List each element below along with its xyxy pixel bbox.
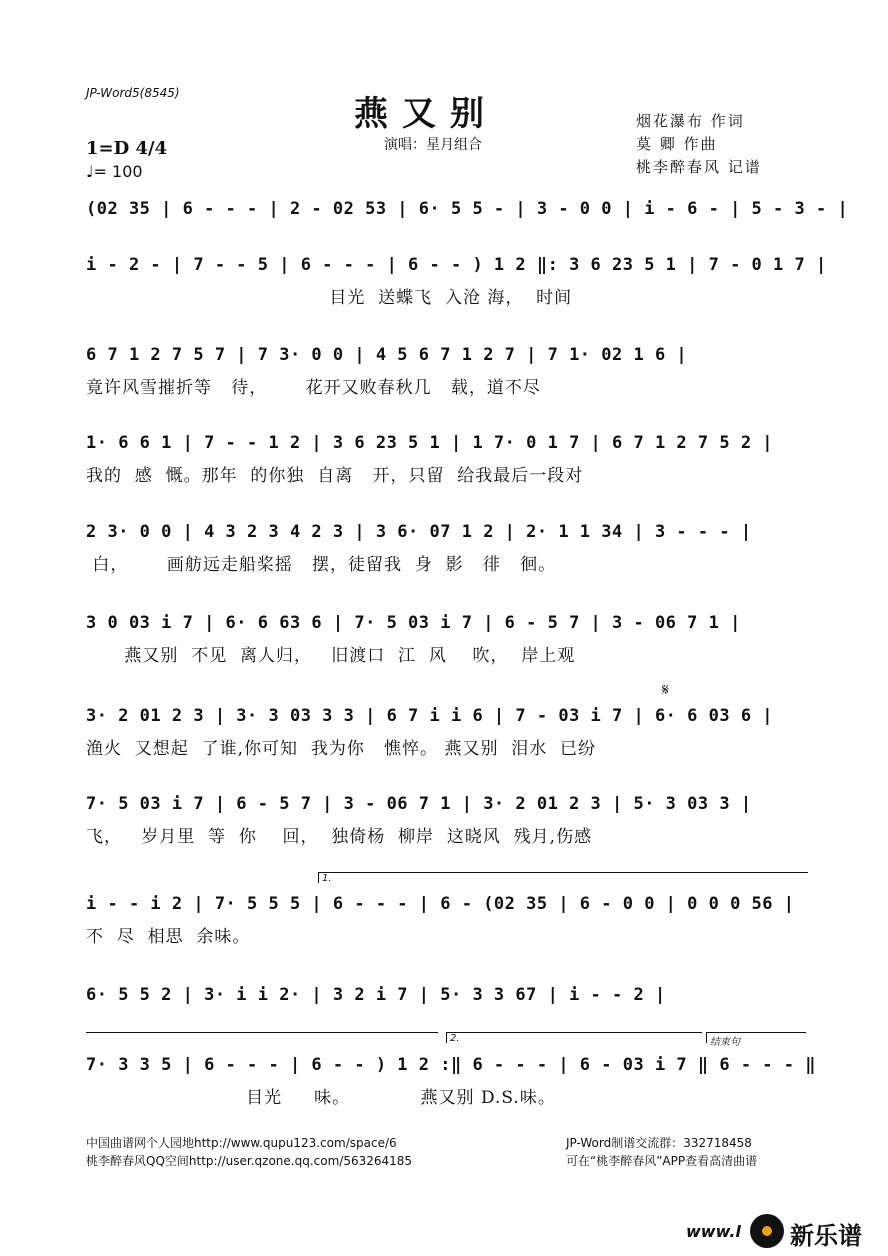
volta-2-label: 2. <box>450 1033 460 1044</box>
notation-line: (02 35 | 6 - - - | 2 - 02 53 | 6· 5 5 - | 3 - 0 0 | i - 6 - | 5 - 3 - | <box>86 199 849 219</box>
key-signature: 1=D 4/4 <box>86 138 168 159</box>
singer-credit: 演唱：星月组合 <box>384 137 482 153</box>
lyrics-line: 白， 画舫远走船桨摇 摆，徒留我 身 影 徘 徊。 <box>86 555 557 575</box>
ending-label: 结束句 <box>710 1037 740 1048</box>
footer-app-info: 可在“桃李醉春风”APP查看高清曲谱 <box>566 1154 758 1168</box>
lyrics-line: 目光 味。 燕又别 D.S.味。 <box>86 1088 556 1108</box>
volta-1-label: 1. <box>322 873 332 884</box>
notation-line: 3· 2 01 2 3 | 3· 3 03 3 3 | 6 7 i i 6 | 7 - 03 i 7 | 6· 6 03 6 | <box>86 706 774 726</box>
notation-line: 7· 5 03 i 7 | 6 - 5 7 | 3 - 06 7 1 | 3· 2 01 2 3 | 5· 3 03 3 | <box>86 794 752 814</box>
lyrics-line: 燕又别 不见 离人归， 旧渡口 江 风 吹， 岸上观 <box>86 646 576 666</box>
lyrics-line: 飞， 岁月里 等 你 回， 独倚杨 柳岸 这晓风 残月,伤感 <box>86 827 593 847</box>
volta-bracket-1 <box>318 872 808 883</box>
notation-line: i - 2 - | 7 - - 5 | 6 - - - | 6 - - ) 1 2 ‖: 3 6 23 5 1 | 7 - 0 1 7 | <box>86 255 827 275</box>
lyrics-line: 渔火 又想起 了谁,你可知 我为你 憔悴。 燕又别 泪水 已纷 <box>86 739 597 759</box>
footer-group-info: JP-Word制谱交流群：332718458 <box>566 1136 752 1150</box>
transcriber-credit: 桃李醉春风 记谱 <box>636 158 762 176</box>
watermark-url: www.l <box>686 1222 741 1241</box>
score-system-4 <box>86 432 806 488</box>
ending-bracket <box>706 1032 806 1048</box>
notation-line: 6 7 1 2 7 5 7 | 7 3· 0 0 | 4 5 6 7 1 2 7 | 7 1· 02 1 6 | <box>86 345 688 365</box>
lyrics-line: 目光 送蝶飞 入沧 海， 时间 <box>86 288 573 308</box>
score-system-8 <box>86 793 806 849</box>
score-system-11 <box>86 1054 816 1110</box>
score-system-6 <box>86 612 806 668</box>
lyrics-line: 不 尽 相思 余味。 <box>86 927 251 947</box>
score-system-3 <box>86 344 806 400</box>
score-system-2 <box>86 254 827 310</box>
composer-credit: 莫 卿 作曲 <box>636 135 718 153</box>
notation-line: 2 3· 0 0 | 4 3 2 3 4 2 3 | 3 6· 07 1 2 | 2· 1 1 34 | 3 - - - | <box>86 522 752 542</box>
segno-sign: 𝄋 <box>662 680 669 699</box>
score-system-1 <box>86 198 849 220</box>
score-system-7 <box>86 705 806 761</box>
notation-line: 7· 3 3 5 | 6 - - - | 6 - - ) 1 2 :‖ 6 - - - | 6 - 03 i 7 ‖ 6 - - - ‖ <box>86 1055 816 1075</box>
notation-line: 6· 5 5 2 | 3· i i 2· | 3 2 i 7 | 5· 3 3 67 | i - - 2 | <box>86 985 666 1005</box>
vinyl-record-icon <box>750 1214 784 1248</box>
footer-qzone-link[interactable]: 桃李醉春风QQ空间http://user.qzone.qq.com/563264185 <box>86 1154 413 1168</box>
score-system-9 <box>86 893 806 949</box>
notation-line: i - - i 2 | 7· 5 5 5 | 6 - - - | 6 - (02 35 | 6 - 0 0 | 0 0 0 56 | <box>86 894 795 914</box>
volta-continuation-line <box>86 1032 438 1033</box>
notation-line: 1· 6 6 1 | 7 - - 1 2 | 3 6 23 5 1 | 1 7· 0 1 7 | 6 7 1 2 7 5 2 | <box>86 433 774 453</box>
lyrics-line: 竟许风雪摧折等 待， 花开又败春秋几 载，道不尽 <box>86 378 541 398</box>
watermark-brand: 新乐谱 <box>790 1222 862 1250</box>
footer-site-link[interactable]: 中国曲谱网个人园地http://www.qupu123.com/space/6 <box>86 1136 397 1150</box>
song-title: 燕又别 <box>354 94 498 134</box>
score-system-10 <box>86 984 806 1006</box>
tempo-marking: ♩= 100 <box>86 162 143 181</box>
lyrics-line: 我的 感 慨。那年 的你独 自离 开，只留 给我最后一段对 <box>86 466 584 486</box>
volta-bracket-2 <box>446 1032 702 1043</box>
notation-line: 3 0 03 i 7 | 6· 6 63 6 | 7· 5 03 i 7 | 6 - 5 7 | 3 - 06 7 1 | <box>86 613 741 633</box>
score-system-5 <box>86 521 806 577</box>
software-version: JP-Word5(8545) <box>86 86 180 100</box>
lyricist-credit: 烟花瀑布 作词 <box>636 112 745 130</box>
